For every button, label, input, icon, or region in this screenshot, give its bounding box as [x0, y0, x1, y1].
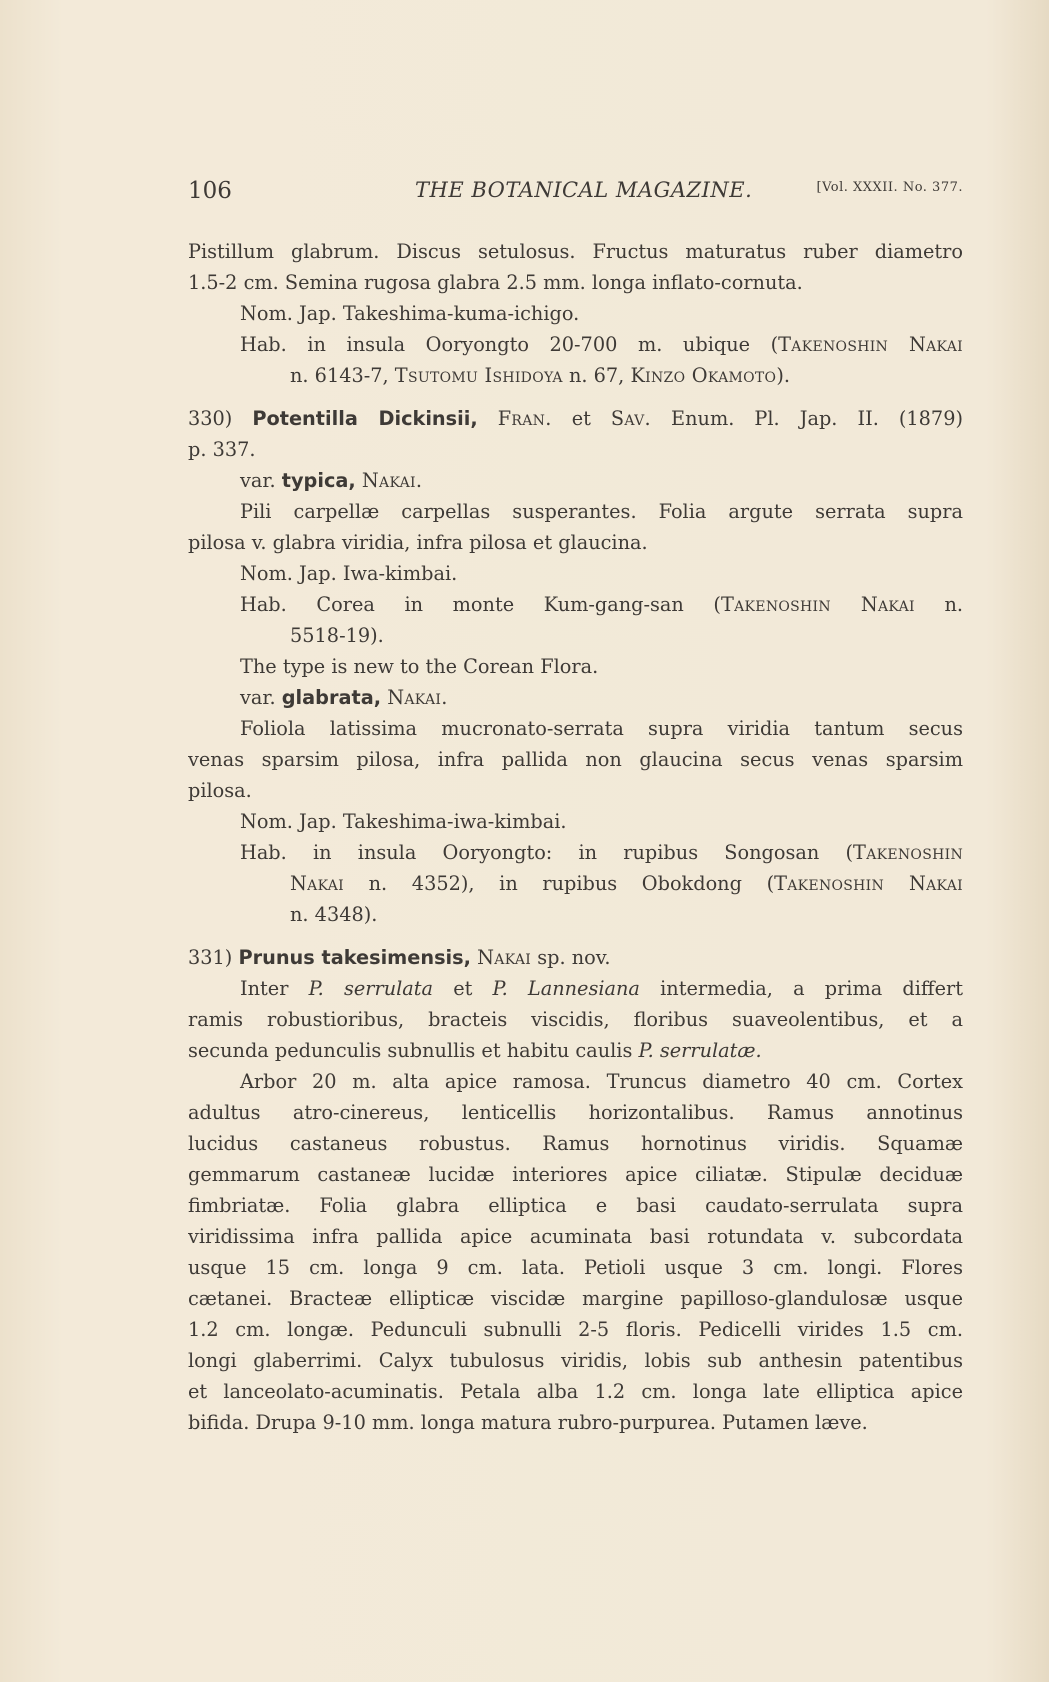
author-name: Nakai.	[361, 469, 423, 492]
text-line: adultus atro-cinereus, lenticellis horizontalibus. Ramus annotinus	[188, 1101, 963, 1124]
text-line: n. 4348).	[290, 903, 378, 926]
author-name: Fran.	[497, 407, 552, 430]
text-line: n. 6143-7, Tsutomu Ishidoya n. 67, Kinzo Okamoto).	[290, 364, 790, 387]
text-line: Nom. Jap. Takeshima-iwa-kimbai.	[240, 810, 567, 833]
page-body	[188, 236, 963, 1438]
text-line: Arbor 20 m. alta apice ramosa. Truncus diametro 40 cm. Cortex	[240, 1070, 963, 1093]
text-line: 5518-19).	[290, 624, 384, 647]
collector-name: Tsutomu Ishidoya	[394, 364, 563, 387]
text-line: usque 15 cm. longa 9 cm. lata. Petioli usque 3 cm. longi. Flores	[188, 1256, 963, 1279]
species-reference: P. Lannesiana	[492, 977, 640, 1000]
text-line: p. 337.	[188, 438, 256, 461]
text-line: Pistillum glabrum. Discus setulosus. Fructus maturatus ruber diametro	[188, 240, 963, 263]
text-line: 1.5-2 cm. Semina rugosa glabra 2.5 mm. longa inflato-cornuta.	[188, 271, 803, 294]
species-name: Potentilla Dickinsii,	[252, 407, 478, 430]
text-line: ramis robustioribus, bracteis viscidis, floribus suaveolentibus, et a	[188, 1008, 963, 1031]
text-line: 1.2 cm. longæ. Pedunculi subnulli 2-5 floris. Pedicelli virides 1.5 cm.	[188, 1318, 963, 1341]
species-heading: 330) Potentilla Dickinsii, Fran. et Sav. Enum. Pl. Jap. II. (1879)	[188, 407, 963, 430]
text-line: viridissima infra pallida apice acuminata basi rotundata v. subcordata	[188, 1225, 963, 1248]
text-line: The type is new to the Corean Flora.	[240, 655, 599, 678]
text-line: Hab. in insula Ooryongto: in rupibus Songosan (Takenoshin	[240, 841, 963, 864]
collector-name: Takenoshin Nakai	[778, 333, 963, 356]
running-header	[188, 178, 963, 212]
text-line: cætanei. Bracteæ ellipticæ viscidæ margine papilloso-glandulosæ usque	[188, 1287, 963, 1310]
text-line: longi glaberrimi. Calyx tubulosus viridis, lobis sub anthesin patentibus	[188, 1349, 963, 1372]
journal-title: THE BOTANICAL MAGAZINE.	[415, 178, 753, 202]
collector-name: Takenoshin	[853, 841, 963, 864]
volume-info: [Vol. XXXII. No. 377.	[816, 180, 963, 195]
text-line: pilosa.	[188, 779, 252, 802]
variety-name: typica,	[281, 469, 356, 492]
text-line: Foliola latissima mucronato-serrata supra viridia tantum secus	[240, 717, 963, 740]
text-line: Inter P. serrulata et P. Lannesiana intermedia, a prima differt	[240, 977, 963, 1000]
species-reference: P. serrulata	[308, 977, 434, 1000]
species-reference: P. serrulatæ.	[638, 1039, 762, 1062]
text-line: pilosa v. glabra viridia, infra pilosa et glaucina.	[188, 531, 648, 554]
text-line: secunda pedunculis subnullis et habitu caulis P. serrulatæ.	[188, 1039, 762, 1062]
collector-name: Nakai	[290, 872, 345, 895]
species-name: Prunus takesimensis,	[238, 946, 471, 969]
text-line: Hab. in insula Ooryongto 20-700 m. ubique (Takenoshin Nakai	[240, 333, 963, 356]
collector-name: Kinzo Okamoto	[630, 364, 777, 387]
variety-name: glabrata,	[281, 686, 382, 709]
text-line: gemmarum castaneæ lucidæ interiores apice ciliatæ. Stipulæ deciduæ	[188, 1163, 963, 1186]
variety-heading: var. glabrata, Nakai.	[240, 686, 448, 709]
page-number: 106	[188, 178, 232, 204]
variety-heading: var. typica, Nakai.	[240, 469, 423, 492]
collector-name: Takenoshin Nakai	[774, 872, 963, 895]
text-line: Nom. Jap. Takeshima-kuma-ichigo.	[240, 302, 580, 325]
author-name: Nakai.	[387, 686, 448, 709]
text-line: fimbriatæ. Folia glabra elliptica e basi caudato-serrulata supra	[188, 1194, 963, 1217]
text-line: Nakai n. 4352), in rupibus Obokdong (Takenoshin Nakai	[290, 872, 963, 895]
author-name: Sav.	[610, 407, 651, 430]
text-line: Hab. Corea in monte Kum-gang-san (Takenoshin Nakai n.	[240, 593, 963, 616]
text-line: lucidus castaneus robustus. Ramus hornotinus viridis. Squamæ	[188, 1132, 963, 1155]
text-line: Nom. Jap. Iwa-kimbai.	[240, 562, 458, 585]
text-line: bifida. Drupa 9-10 mm. longa matura rubro-purpurea. Putamen læve.	[188, 1411, 868, 1434]
text-line: et lanceolato-acuminatis. Petala alba 1.2 cm. longa late elliptica apice	[188, 1380, 963, 1403]
text-line: venas sparsim pilosa, infra pallida non glaucina secus venas sparsim	[188, 748, 963, 771]
author-name: Nakai	[477, 946, 532, 969]
text-line: Pili carpellæ carpellas susperantes. Folia argute serrata supra	[240, 500, 963, 523]
species-heading: 331) Prunus takesimensis, Nakai sp. nov.	[188, 946, 611, 969]
collector-name: Takenoshin Nakai	[720, 593, 915, 616]
